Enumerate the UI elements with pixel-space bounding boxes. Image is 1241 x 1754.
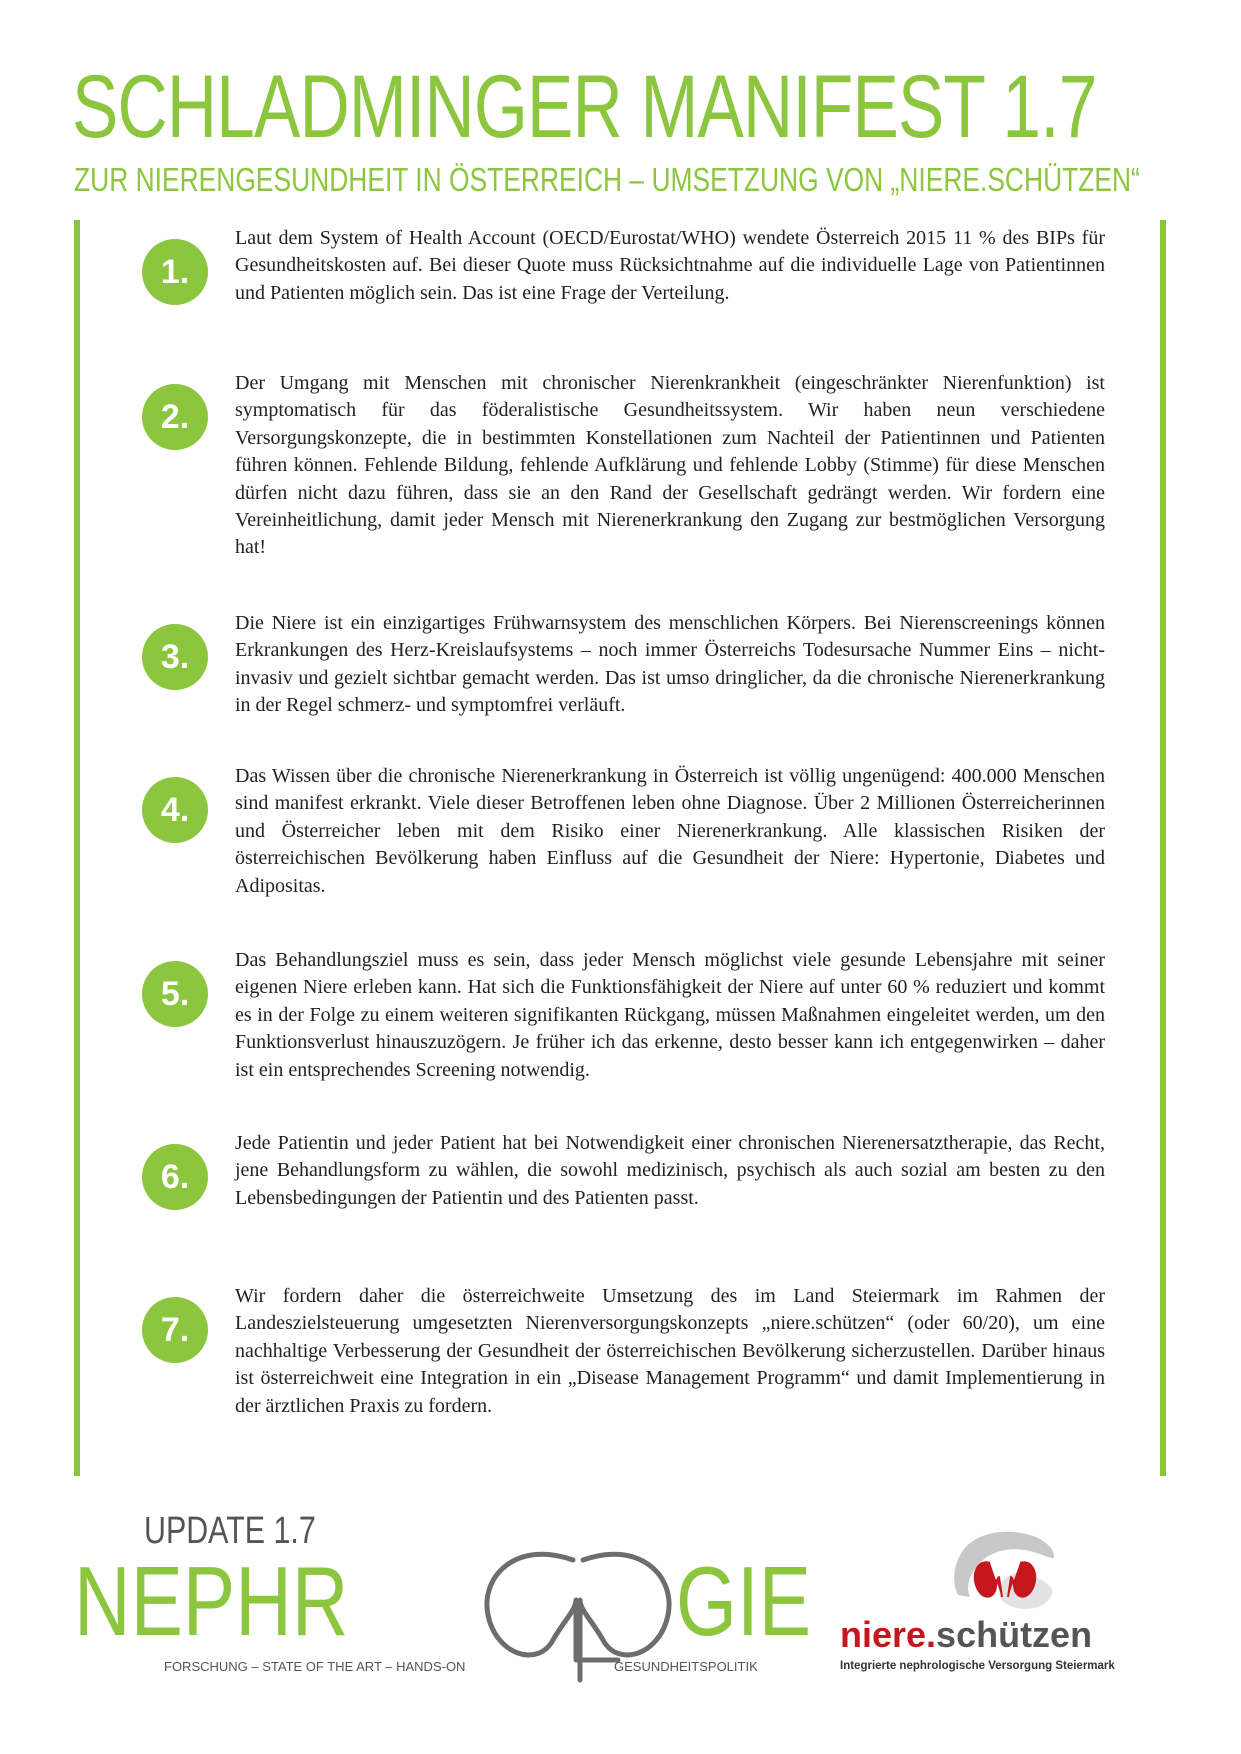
brand-name-part2: schützen	[936, 1614, 1093, 1655]
page-subtitle: ZUR NIERENGESUNDHEIT IN ÖSTERREICH – UMSETZUNG VON „NIERE.SCHÜTZEN“	[74, 161, 1140, 198]
tagline-right: GESUNDHEITSPOLITIK	[614, 1659, 758, 1674]
number-badge: 3.	[142, 624, 208, 690]
logo-word-end: GIE	[676, 1546, 812, 1656]
manifest-item-text: Die Niere ist ein einzigartiges Frühwarnsystem des menschlichen Körpers. Bei Nierenscreenings können Erkrankungen des Herz-Kreislaufsystems – noch immer Österreichs Todesursache Nummer Eins – nicht-invasiv und gezielt sichtbar gemacht werden. Das ist umso dringlicher, da die chronische Nierenerkrankung in der Regel schmerz- und symptomfrei verläuft.	[235, 612, 1105, 717]
number-badge: 1.	[142, 239, 208, 305]
logo-word-start: NEPHR	[74, 1546, 349, 1656]
number-badge: 4.	[142, 777, 208, 843]
kidneys-icon	[950, 1525, 1060, 1615]
manifest-item-text: Laut dem System of Health Account (OECD/Eurostat/WHO) wendete Österreich 2015 11 % des BIPs für Gesundheitskosten auf. Bei dieser Quote muss Rücksichtnahme auf die individuelle Lage von Patientinnen und Patienten möglich sein. Das ist eine Frage der Verteilung.	[235, 227, 1105, 304]
update-label: UPDATE 1.7	[144, 1510, 316, 1552]
number-badge: 6.	[142, 1144, 208, 1210]
manifest-item-text: Das Behandlungsziel muss es sein, dass jeder Mensch möglichst viele gesunde Lebensjahre mit seiner eigenen Niere erleben kann. Hat sich die Funktionsfähigkeit der Niere auf unter 60 % reduziert und kommt es in der Folge zu einem weiteren signifikanten Rückgang, müssen Maßnahmen eingeleitet werden, um den Funktionsverlust hinauszuzögern. Je früher ich das erkenne, desto besser kann ich entgegenwirken – daher ist ein entsprechendes Screening notwendig.	[235, 949, 1105, 1081]
tagline-left: FORSCHUNG – STATE OF THE ART – HANDS-ON	[164, 1659, 466, 1674]
number-badge: 7.	[142, 1297, 208, 1363]
manifest-item-text: Jede Patientin und jeder Patient hat bei Notwendigkeit einer chronischen Nierenersatztherapie, das Recht, jene Behandlungsform zu wählen, die sowohl medizinisch, psychisch als auch sozial am besten zu den Lebensbedingungen der Patientin und des Patienten passt.	[235, 1132, 1105, 1209]
number-badge: 5.	[142, 961, 208, 1027]
number-badge: 2.	[142, 384, 208, 450]
left-frame-bar	[74, 220, 80, 1476]
right-frame-bar	[1160, 220, 1166, 1476]
brand-name-part1: niere.	[840, 1614, 937, 1655]
brand-name	[840, 1614, 1093, 1655]
manifest-item-text: Der Umgang mit Menschen mit chronischer Nierenkrankheit (eingeschränkter Nierenfunktion) ist symptomatisch für das föderalistische Gesundheitssystem. Wir haben neun verschiedene Versorgungskonzepte, die in bestimmten Konstellationen zum Nachteil der Patientinnen und Patienten führen können. Fehlende Bildung, fehlende Aufklärung und fehlende Lobby (Stimme) für diese Menschen dürfen nicht dazu führen, dass sie an den Rand der Gesellschaft gedrängt werden. Wir fordern eine Vereinheitlichung, damit jeder Mensch mit Nierenerkrankung den Zugang zur bestmöglichen Versorgung hat!	[235, 372, 1105, 559]
brand-subtitle: Integrierte nephrologische Versorgung Steiermark	[840, 1660, 1115, 1672]
manifest-item-text: Wir fordern daher die österreichweite Umsetzung des im Land Steiermark im Rahmen der Landeszielsteuerung umgesetzten Nierenversorgungskonzepts „niere.schützen“ (oder 60/20), um eine nachhaltige Verbesserung der Gesundheit der österreichischen Bevölkerung sicherzustellen. Darüber hinaus ist österreichweit eine Integration in ein „Disease Management Programm“ und damit Implementierung in der ärztlichen Praxis zu fordern.	[235, 1285, 1105, 1417]
manifest-item-text: Das Wissen über die chronische Nierenerkrankung in Österreich ist völlig ungenügend: 400.000 Menschen sind manifest erkrankt. Viele dieser Betroffenen leben ohne Diagnose. Über 2 Millionen Österreicherinnen und Österreicher leben mit dem Risiko einer Nierenerkrankung. Alle klassischen Risiken der österreichischen Bevölkerung haben Einfluss auf die Gesundheit der Niere: Hypertonie, Diabetes und Adipositas.	[235, 765, 1105, 897]
niere-schuetzen-logo	[838, 1525, 1168, 1685]
nephrologie-logo	[74, 1510, 812, 1692]
page-title: SCHLADMINGER MANIFEST 1.7	[72, 56, 1097, 156]
